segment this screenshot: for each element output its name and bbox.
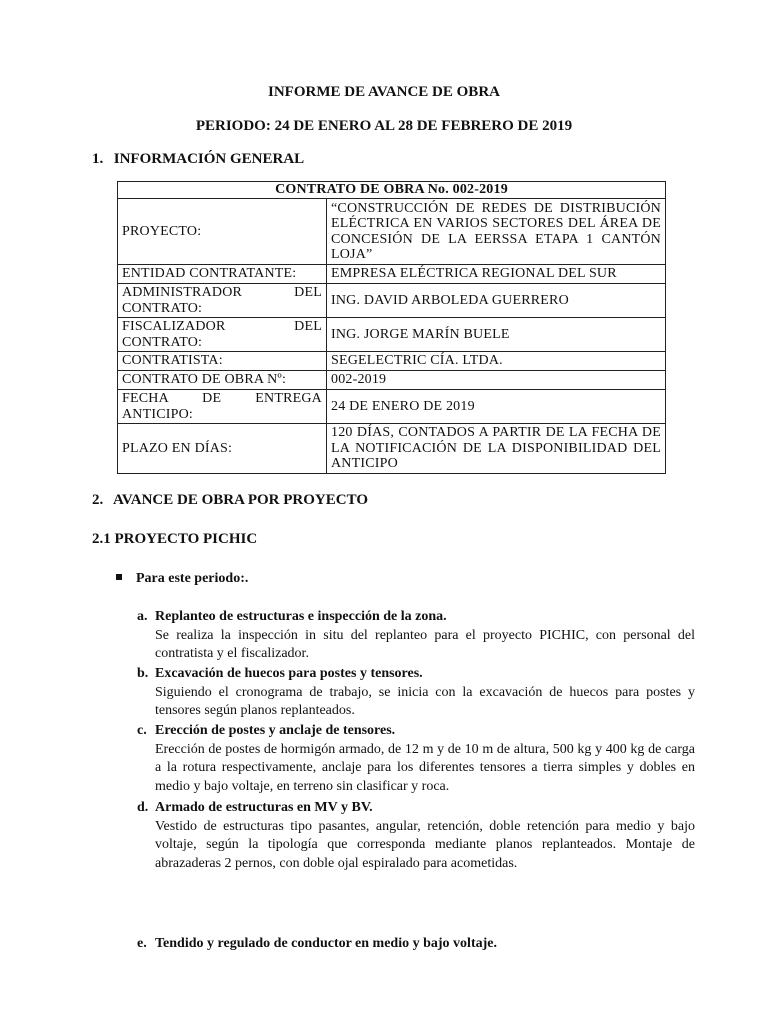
item-body: Vestido de estructuras tipo pasantes, angular, retención, doble retención para medio y bajo voltaje, según la tipología que corresponda mediante planos replanteados. Montaje de abrazaderas 2 pernos, con doble ojal espiralado para acometidas.: [155, 818, 695, 871]
row-value: ING. JORGE MARÍN BUELE: [327, 318, 666, 352]
document-title: INFORME DE AVANCE DE OBRA: [268, 84, 500, 100]
item-body: Siguiendo el cronograma de trabajo, se inicia con la excavación de huecos para postes y tensores según planos replanteados.: [155, 684, 695, 718]
item-title: Erección de postes y anclaje de tensores.: [155, 723, 396, 738]
row-label: PLAZO EN DÍAS:: [118, 424, 327, 474]
bullet-text: Para este periodo:.: [136, 571, 249, 586]
item-title: Replanteo de estructuras e inspección de la zona.: [155, 609, 447, 624]
row-value: SEGELECTRIC CÍA. LTDA.: [327, 352, 666, 371]
table-row: [118, 199, 666, 265]
table-row: [118, 352, 666, 371]
row-label: PROYECTO:: [118, 199, 327, 265]
table-header: CONTRATO DE OBRA No. 002-2019: [118, 182, 666, 199]
table-row: [118, 371, 666, 390]
section-2-title: AVANCE DE OBRA POR PROYECTO: [112, 492, 368, 508]
section-1-number: 1.: [92, 151, 104, 167]
row-label: CONTRATO DE OBRA Nº:: [118, 371, 327, 390]
table-row: [118, 390, 666, 424]
item-letter: d.: [137, 800, 149, 815]
section-2-1-heading: 2.1 PROYECTO PICHIC: [92, 531, 258, 547]
bullet-item: [116, 571, 248, 587]
row-value: “CONSTRUCCIÓN DE REDES DE DISTRIBUCIÓN ELÉCTRICA EN VARIOS SECTORES DEL ÁREA DE CONCESIÓN DE LA EERSSA ETAPA 1 CANTÓN LOJA”: [327, 199, 666, 265]
row-label: ENTIDAD CONTRATANTE:: [118, 265, 327, 284]
row-value: ING. DAVID ARBOLEDA GUERRERO: [327, 284, 666, 318]
row-value: 002-2019: [327, 371, 666, 390]
section-2-heading: [92, 492, 368, 509]
item-body: Erección de postes de hormigón armado, de 12 m y de 10 m de altura, 500 kg y 400 kg de carga a la rotura respectivamente, anclaje para los diferentes tensores a tierra simples y dobles en medio y bajo voltaje, en terreno sin clasificar y roca.: [155, 741, 695, 794]
row-value: 24 DE ENERO DE 2019: [327, 390, 666, 424]
row-value: EMPRESA ELÉCTRICA REGIONAL DEL SUR: [327, 265, 666, 284]
item-letter: b.: [137, 666, 149, 681]
table-row: [118, 318, 666, 352]
table-row: [118, 265, 666, 284]
row-label: FECHA DE ENTREGA ANTICIPO:: [118, 390, 327, 424]
row-label: FISCALIZADOR DEL CONTRATO:: [118, 318, 327, 352]
period-heading: PERIODO: 24 DE ENERO AL 28 DE FEBRERO DE 2019: [195, 118, 573, 134]
table-row: [118, 424, 666, 474]
row-label: ADMINISTRADOR DEL CONTRATO:: [118, 284, 327, 318]
item-body: Se realiza la inspección in situ del replanteo para el proyecto PICHIC, con personal del contratista y el fiscalizador.: [155, 627, 695, 661]
list-item: [137, 935, 695, 954]
list-item: [137, 608, 695, 664]
contract-info-table: [117, 181, 666, 474]
section-1-title: INFORMACIÓN GENERAL: [113, 151, 305, 167]
item-title: Tendido y regulado de conductor en medio y bajo voltaje.: [155, 936, 497, 951]
item-title: Excavación de huecos para postes y tensores.: [155, 666, 423, 681]
list-item: [137, 665, 695, 721]
item-letter: c.: [137, 723, 147, 738]
row-label: CONTRATISTA:: [118, 352, 327, 371]
item-title: Armado de estructuras en MV y BV.: [155, 800, 373, 815]
list-item: [137, 722, 695, 796]
row-value: 120 DÍAS, CONTADOS A PARTIR DE LA FECHA DE LA NOTIFICACIÓN DE LA DISPONIBILIDAD DEL ANTICIPO: [327, 424, 666, 474]
table-header-row: [118, 182, 666, 199]
section-2-number: 2.: [92, 492, 104, 508]
list-item: [137, 799, 695, 873]
table-row: [118, 284, 666, 318]
square-bullet-icon: [116, 574, 122, 580]
section-1-heading: [92, 151, 304, 168]
item-letter: e.: [137, 936, 147, 951]
item-letter: a.: [137, 609, 148, 624]
